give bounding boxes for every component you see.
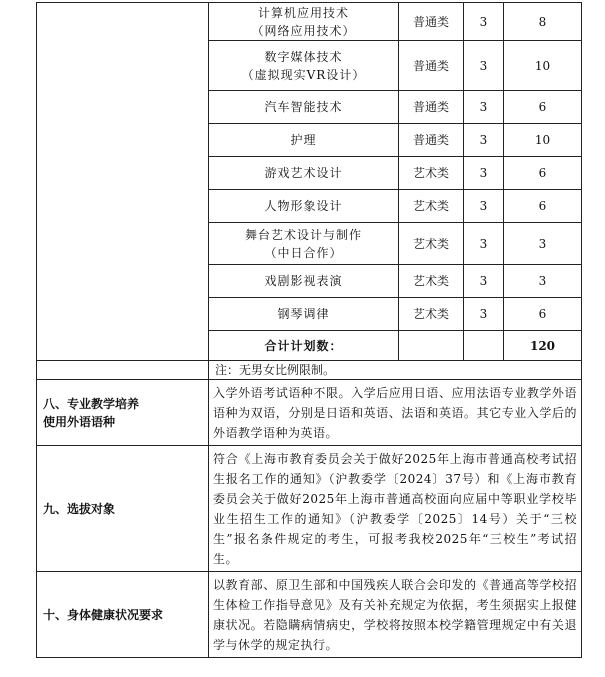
major-years: 3 [464, 124, 504, 157]
major-years: 3 [464, 190, 504, 223]
major-plan: 10 [504, 124, 582, 157]
major-years: 3 [464, 157, 504, 190]
section-label: 八、专业教学培养 使用外语语种 [37, 380, 209, 446]
major-category: 艺术类 [399, 265, 464, 298]
section-label: 九、选拔对象 [37, 446, 209, 572]
major-years: 3 [464, 223, 504, 265]
major-plan: 6 [504, 298, 582, 331]
major-plan: 3 [504, 265, 582, 298]
major-years: 3 [464, 298, 504, 331]
section-row-ten [37, 572, 582, 658]
major-plan: 8 [504, 3, 582, 41]
table-row [37, 3, 582, 41]
major-name: 汽车智能技术 [209, 91, 399, 124]
major-years: 3 [464, 265, 504, 298]
section-seven-label-cell [37, 3, 209, 361]
section-label: 十、身体健康状况要求 [37, 572, 209, 658]
total-label: 合计计划数： [209, 331, 399, 361]
major-plan: 10 [504, 41, 582, 91]
major-category: 普通类 [399, 124, 464, 157]
major-name: 数字媒体技术 （虚拟现实VR设计） [209, 41, 399, 91]
major-category: 艺术类 [399, 223, 464, 265]
major-plan: 6 [504, 157, 582, 190]
section-content: 入学外语考试语种不限。入学后应用日语、应用法语专业教学外语语种为双语，分别是日语和英语、法语和英语。其它专业入学后的外语教学语种为英语。 [209, 380, 582, 446]
section-content: 符合《上海市教育委员会关于做好2025年上海市普通高校考试招生报名工作的通知》（沪教委学〔2024〕37号）和《上海市教育委员会关于做好2025年上海市普通高校面向应届中等职业学校毕业生招生工作的通知》（沪教委学〔2025〕14号）关于“三校生”报名条件规定的考生，可报考我校2025年“三校生”考试招生。 [209, 446, 582, 572]
table-body [37, 3, 582, 658]
note-text: 注：无男女比例限制。 [209, 361, 582, 380]
major-category: 艺术类 [399, 298, 464, 331]
major-name: 计算机应用技术 （网络应用技术） [209, 3, 399, 41]
major-years: 3 [464, 91, 504, 124]
major-name: 游戏艺术设计 [209, 157, 399, 190]
section-content: 以教育部、原卫生部和中国残疾人联合会印发的《普通高等学校招生体检工作指导意见》及有关补充规定为依据，考生须据实上报健康状况。若隐瞒病情病史，学校将按照本校学籍管理规定中有关退学与休学的规定执行。 [209, 572, 582, 658]
major-plan: 6 [504, 190, 582, 223]
major-name: 护理 [209, 124, 399, 157]
major-category: 艺术类 [399, 190, 464, 223]
major-name: 钢琴调律 [209, 298, 399, 331]
major-category: 普通类 [399, 91, 464, 124]
section-row-nine [37, 446, 582, 572]
major-name: 舞台艺术设计与制作 （中日合作） [209, 223, 399, 265]
note-label-cell [37, 361, 209, 380]
major-name: 戏剧影视表演 [209, 265, 399, 298]
section-row-eight [37, 380, 582, 446]
major-years: 3 [464, 3, 504, 41]
major-category: 普通类 [399, 3, 464, 41]
note-row [37, 361, 582, 380]
major-name: 人物形象设计 [209, 190, 399, 223]
total-empty-cell [464, 331, 504, 361]
major-years: 3 [464, 41, 504, 91]
major-plan: 3 [504, 223, 582, 265]
major-plan: 6 [504, 91, 582, 124]
major-category: 艺术类 [399, 157, 464, 190]
major-category: 普通类 [399, 41, 464, 91]
total-value: 120 [504, 331, 582, 361]
enrollment-table [36, 2, 582, 658]
total-empty-cell [399, 331, 464, 361]
